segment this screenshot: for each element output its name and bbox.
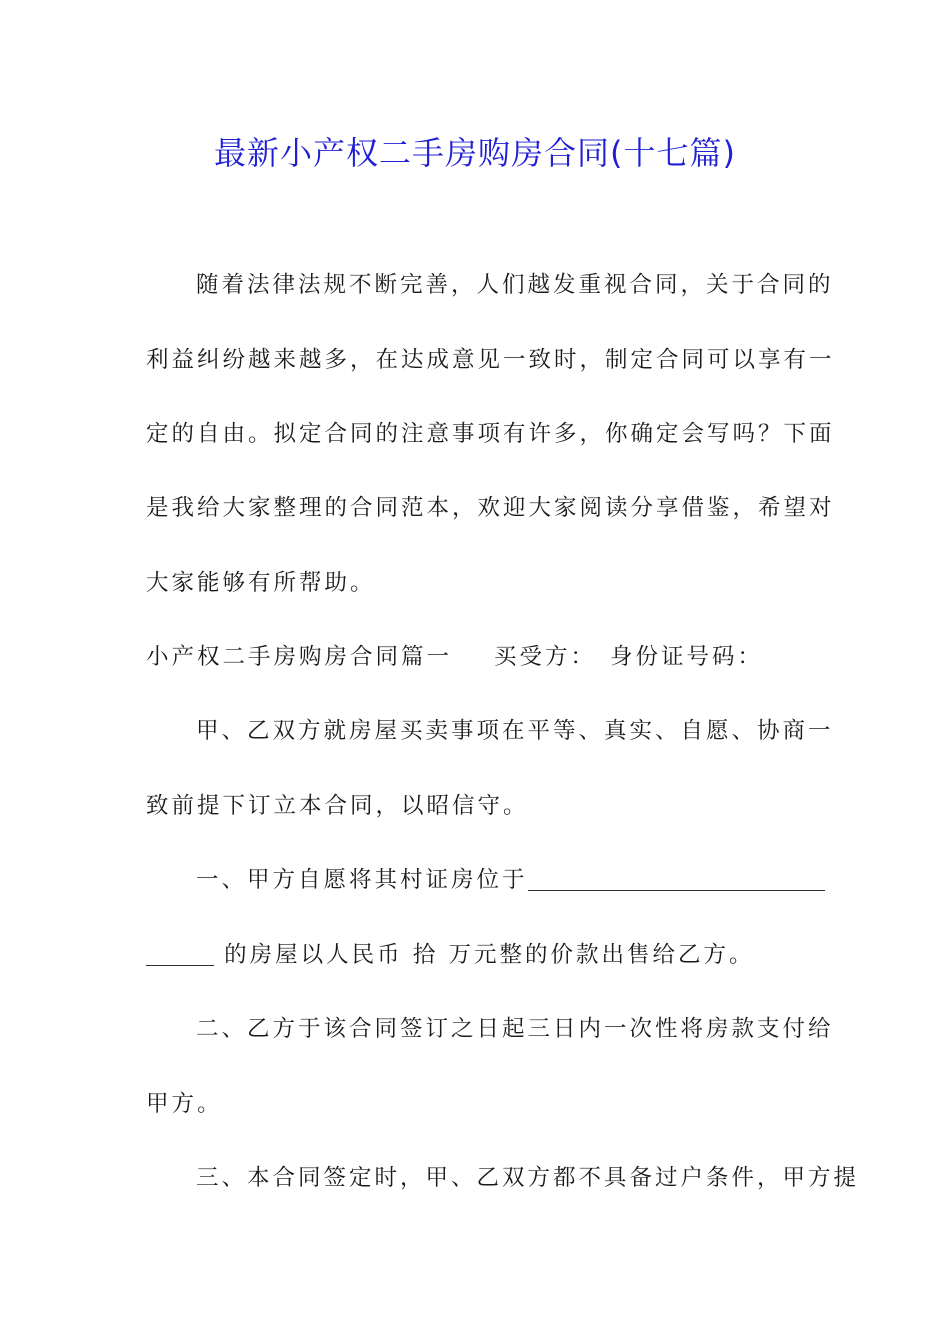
intro-line-3: 定的自由。拟定合同的注意事项有许多，你确定会写吗？下面 [146, 421, 835, 447]
clause-1-amount: 拾 [412, 942, 439, 968]
intro-line-2: 利益纠纷越来越多，在达成意见一致时，制定合同可以享有一 [146, 347, 835, 373]
intro-line-5: 大家能够有所帮助。 [146, 570, 376, 596]
buyer-label: 买受方： [494, 644, 597, 670]
clause-1-start: 一、甲方自愿将其村证房位于 [196, 867, 528, 893]
id-number-label: 身份证号码： [610, 644, 764, 670]
section-heading-line [146, 642, 806, 672]
clause-1-end: 万元整的价款出售给乙方。 [448, 942, 755, 968]
clause-2-line-1: 二、乙方于该合同签订之日起三日内一次性将房款支付给 [196, 1016, 834, 1042]
clause-2-line-2: 甲方。 [146, 1091, 223, 1117]
location-blank [528, 870, 825, 891]
intro-line-1: 随着法律法规不断完善，人们越发重视合同，关于合同的 [196, 272, 834, 298]
clause-1-line-1 [196, 865, 808, 895]
intro-line-4: 是我给大家整理的合同范本，欢迎大家阅读分享借鉴，希望对 [146, 495, 835, 521]
section-heading: 小产权二手房购房合同篇一 [146, 644, 453, 670]
clause-1-currency-text: 的房屋以人民币 [224, 942, 403, 968]
location-blank-continued [146, 945, 214, 966]
clause-1-line-2 [146, 940, 806, 970]
paragraph-1-line-2: 致前提下订立本合同，以昭信守。 [146, 793, 529, 819]
document-title: 最新小产权二手房购房合同(十七篇) [214, 134, 736, 172]
clause-3-line-1: 三、本合同签定时，甲、乙双方都不具备过户条件，甲方提 [196, 1165, 860, 1191]
paragraph-1-line-1: 甲、乙双方就房屋买卖事项在平等、真实、自愿、协商一 [196, 718, 834, 744]
